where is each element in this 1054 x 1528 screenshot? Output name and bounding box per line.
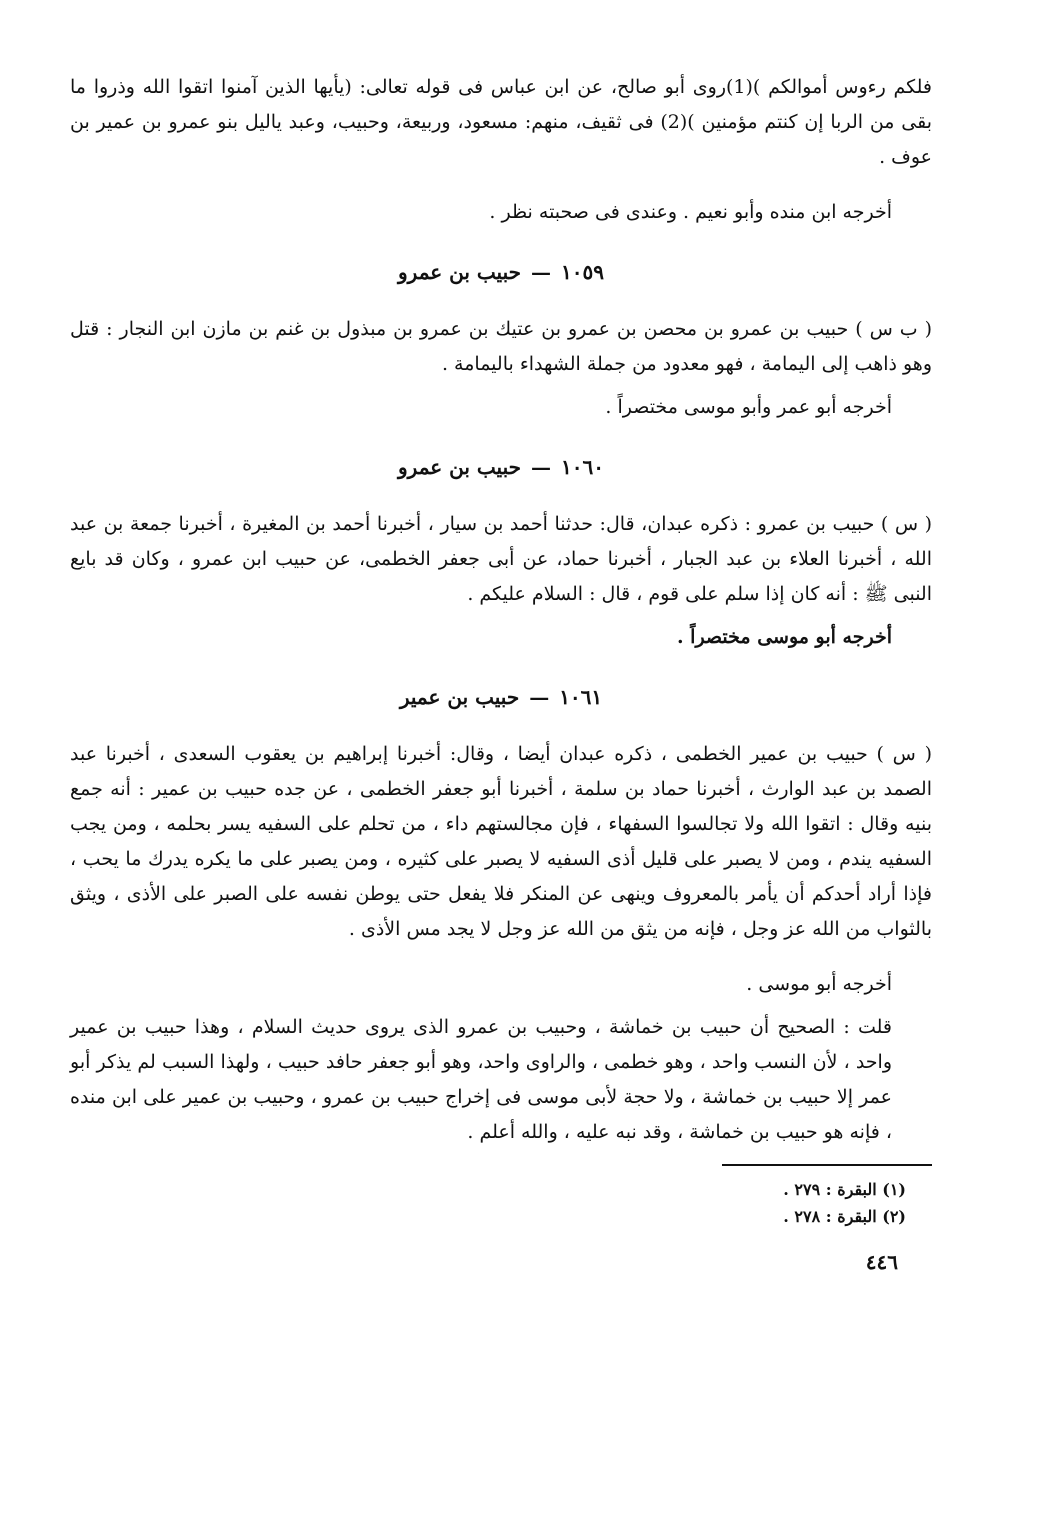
entry-source: أخرجه أبو موسى . xyxy=(746,973,892,995)
entry-name: حبيب بن عمرو xyxy=(398,260,521,284)
entry-heading xyxy=(70,681,932,713)
entry-source: أخرجه أبو موسى مختصراً . xyxy=(676,626,892,648)
entry-number: ١٠٦١ xyxy=(559,685,603,709)
entry-1060 xyxy=(70,451,932,655)
entry-number: ١٠٦٠ xyxy=(561,455,604,479)
entry-name: حبيب بن عمير xyxy=(399,685,520,709)
entry-body: ( س ) حبيب بن عمير الخطمى ، ذكره عبدان أيضا ، وقال: أخبرنا إبراهيم بن يعقوب السعدى ، أخبرنا عبد الصمد بن عبد الوارث ، أخبرنا حماد بن سلمة ، أخبرنا أبو جعفر الخطمى ، عن جده حبيب بن عمير : أنه جمع بنيه وقال : اتقوا الله ولا تجالسوا السفهاء ، فإن مجالستهم داء ، من تحلم على السفيه يسر بحلمه ، ومن يجب السفيه يندم ، ومن لا يصبر على قليل أذى السفيه لا يصبر على كثيره ، ومن يصبر على ما يكره يدرك ما يحب ، فإذا أراد أحدكم أن يأمر بالمعروف وينهى عن المنكر فلا يفعل حتى يوطن نفسه على الصبر على الأذى ، ويثق بالثواب من الله عز وجل ، فإنه من يثق من الله عز وجل لا يجد مس الأذى . xyxy=(70,743,932,940)
footnote-divider xyxy=(722,1164,932,1166)
footnote-2: (٢) البقرة : ٢٧٨ . xyxy=(783,1207,906,1226)
entry-name: حبيب بن عمرو xyxy=(398,455,521,479)
commentary: قلت : الصحيح أن حبيب بن خماشة ، وحبيب بن عمرو الذى يروى حديث السلام ، وهذا حبيب بن عمير واحد ، لأن النسب واحد ، وهو خطمى ، والراوى واحد، وهو أبو جعفر حافد حبيب ، ولهذا السبب لم يذكر أبو عمر إلا حبيب بن خماشة ، ولا حجة لأبى موسى فى إخراج حبيب بن عمرو ، وحبيب بن عمير على ابن منده ، فإنه هو حبيب بن خماشة ، وقد نبه عليه ، والله أعلم . xyxy=(70,1016,892,1143)
entry-body: ( س ) حبيب بن عمرو : ذكره عبدان، قال: حدثنا أحمد بن سيار ، أخبرنا أحمد بن المغيرة ، أخبرنا جمعة بن عبد الله ، أخبرنا العلاء بن عبد الجبار ، أخبرنا حماد، عن أبى جعفر الخطمى، عن حبيب ابن عمرو ، وكان قد بايع النبى ﷺ : أنه كان إذا سلم على قوم ، قال : السلام عليكم . xyxy=(70,513,932,605)
footnote-1: (١) البقرة : ٢٧٩ . xyxy=(783,1180,906,1199)
entry-dash: — xyxy=(531,260,551,284)
page-number: ٤٤٦ xyxy=(865,1250,898,1274)
entry-1061 xyxy=(70,681,932,1002)
source-note: أخرجه ابن منده وأبو نعيم . وعندى فى صحبته نظر . xyxy=(489,201,892,223)
entry-body: ( ب س ) حبيب بن عمرو بن محصن بن عمرو بن عتيك بن عمرو بن مبذول بن غنم بن مازن ابن النجار : قتل وهو ذاهب إلى اليمامة ، فهو معدود من جملة الشهداء باليمامة . xyxy=(70,318,932,375)
entry-dash: — xyxy=(531,455,551,479)
entry-number: ١٠٥٩ xyxy=(561,260,604,284)
entry-dash: — xyxy=(529,685,550,709)
entry-1059 xyxy=(70,256,932,425)
entry-heading xyxy=(70,256,932,288)
entry-heading xyxy=(70,451,932,483)
continuation-text: فلكم رءوس أموالكم )(1)روى أبو صالح، عن ابن عباس فى قوله تعالى: (يأيها الذين آمنوا اتقوا الله وذروا ما بقى من الربا إن كنتم مؤمنين )(2) فى ثقيف، منهم: مسعود، وربيعة، وحبيب، وعبد ياليل بنو عمرو بن عمير بن عوف . xyxy=(70,76,932,168)
entry-source: أخرجه أبو عمر وأبو موسى مختصراً . xyxy=(605,396,892,418)
